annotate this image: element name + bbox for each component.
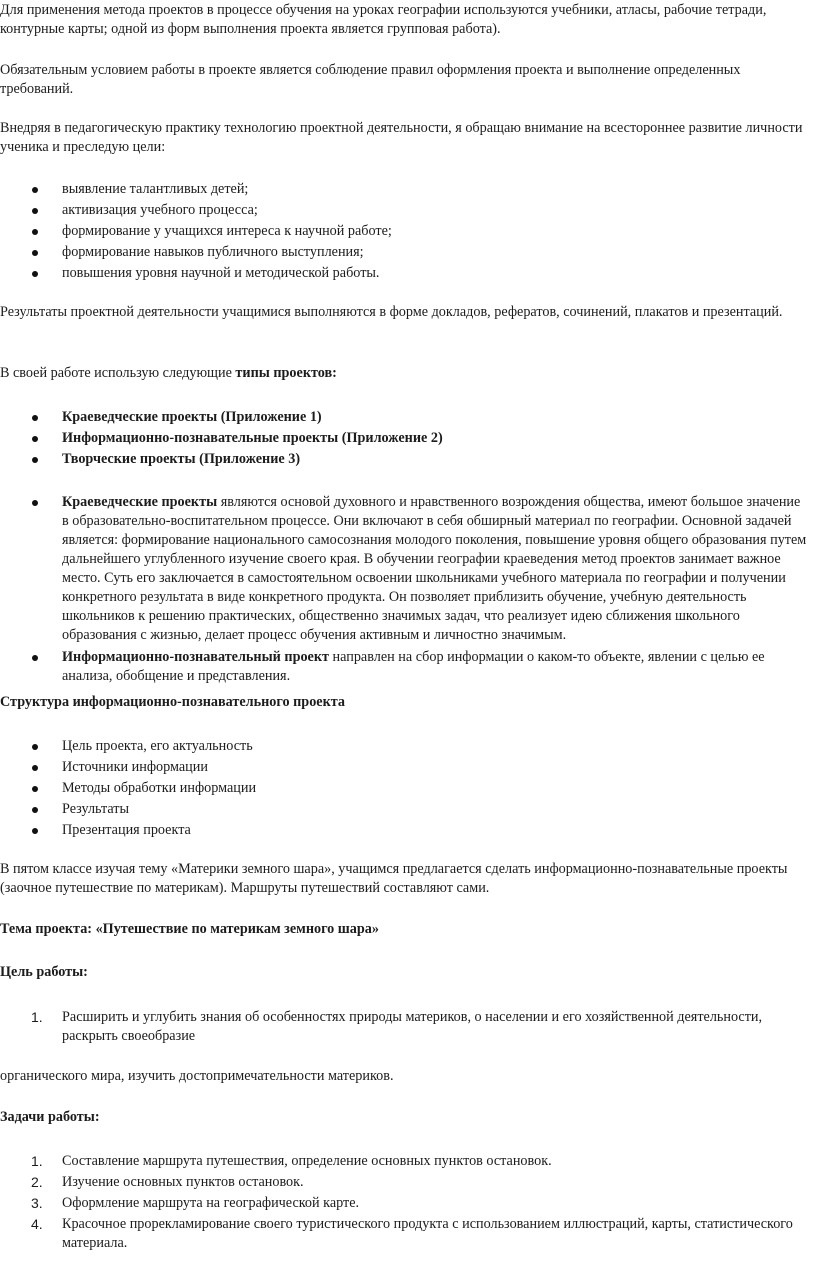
list-item-text: формирование навыков публичного выступления; (62, 244, 364, 260)
list-item-text: Изучение основных пунктов остановок. (62, 1174, 304, 1190)
intro-paragraph-3: Внедряя в педагогическую практику технологию проектной деятельности, я обращаю внимание на всестороннее развитие личности ученика и преследую цели: (0, 120, 803, 155)
list-item-text: Составление маршрута путешествия, определение основных пунктов остановок. (62, 1153, 552, 1169)
bullet-icon (32, 786, 38, 792)
bullet-icon (32, 457, 38, 463)
goals-list (0, 180, 810, 285)
project-theme: Тема проекта: «Путешествие по материкам земного шара» (0, 921, 379, 937)
list-item (0, 264, 810, 285)
list-item (0, 450, 810, 471)
list-item (0, 493, 810, 645)
bullet-icon (32, 436, 38, 442)
bullet-icon (32, 655, 38, 661)
list-item-text: повышения уровня научной и методической работы. (62, 265, 380, 281)
list-item (0, 201, 810, 222)
list-item-text: Методы обработки информации (62, 780, 257, 796)
project-descriptions-list (0, 493, 810, 686)
list-item (0, 222, 810, 243)
bullet-icon (32, 828, 38, 834)
list-item-text: Источники информации (62, 759, 208, 775)
bullet-icon (32, 765, 38, 771)
list-item (0, 429, 810, 450)
structure-heading: Структура информационно-познавательного проекта (0, 694, 346, 710)
description-text: направлен на сбор информации о каком-то объекте, явлении с целью ее анализа, обобщение и представления. (62, 649, 765, 684)
list-item-text: Оформление маршрута на географической карте. (62, 1195, 360, 1211)
types-intro-text: В своей работе использую следующие (0, 365, 236, 381)
list-item (0, 180, 810, 201)
bullet-icon (32, 500, 38, 506)
intro-paragraph-1: Для применения метода проектов в процессе обучения на уроках географии используются учебники, атласы, рабочие тетради, контурные карты; одной из форм выполнения проекта является групповая работа). (0, 2, 767, 37)
list-item-text: Творческие проекты (Приложение 3) (62, 451, 301, 467)
types-intro-paragraph (0, 364, 808, 383)
list-item (0, 1194, 810, 1215)
bullet-icon (32, 807, 38, 813)
list-item (0, 1152, 810, 1173)
list-item-text: Результаты (62, 801, 129, 817)
list-number: 1. (31, 1153, 43, 1169)
list-number: 4. (31, 1216, 43, 1232)
list-item (0, 779, 810, 800)
bullet-icon (32, 744, 38, 750)
list-number: 2. (31, 1174, 43, 1190)
list-item (0, 1215, 810, 1253)
list-item (0, 408, 810, 429)
tasks-heading: Задачи работы: (0, 1109, 100, 1125)
tasks-list (0, 1152, 810, 1253)
list-item (0, 1173, 810, 1194)
description-term: Информационно-познавательный проект (62, 649, 329, 665)
list-item (0, 648, 810, 686)
list-item-text: формирование у учащихся интереса к научной работе; (62, 223, 392, 239)
list-item (0, 737, 810, 758)
list-item-text: Красочное прорекламирование своего туристического продукта с использованием иллюстраций, карты, статистического материала. (62, 1216, 793, 1251)
bullet-icon (32, 229, 38, 235)
goal-list (0, 1008, 810, 1046)
description-text: являются основой духовного и нравственного возрождения общества, имеют большое значение в образовательно-воспитательном процессе. Они включают в себя обширный материал по географии. Основной задачей является: формирование национального самосознания молодого поколения, повышение уровня общего образования путем дальнейшего углубленного изучение своего края. В обучении географии краеведения метод проектов занимает важное место. Суть его заключается в самостоятельном освоении школьниками учебного материала по географии и получении конкретного результата в виде конкретного продукта. Он позволяет приблизить обучение, учебную деятельность школьников к решению практических, общественно значимых задач, что реализует идею сближения школьного образования с жизнью, делает процесс обучения активным и личностно значимым. (62, 494, 807, 643)
intro-paragraph-2: Обязательным условием работы в проекте является соблюдение правил оформления проекта и выполнение определенных требований. (0, 62, 741, 97)
description-term: Краеведческие проекты (62, 494, 218, 510)
bullet-icon (32, 271, 38, 277)
bullet-icon (32, 208, 38, 214)
list-item (0, 1008, 810, 1046)
list-item-text: Информационно-познавательные проекты (Приложение 2) (62, 430, 443, 446)
results-paragraph: Результаты проектной деятельности учащимися выполняются в форме докладов, рефератов, сочинений, плакатов и презентаций. (0, 304, 783, 320)
list-number: 3. (31, 1195, 43, 1211)
list-number: 1. (31, 1009, 43, 1025)
list-item-text: Презентация проекта (62, 822, 191, 838)
goal-continuation: органического мира, изучить достопримечательности материков. (0, 1068, 394, 1084)
bullet-icon (32, 415, 38, 421)
bullet-icon (32, 187, 38, 193)
fifth-grade-paragraph: В пятом классе изучая тему «Материки земного шара», учащимся предлагается сделать информационно-познавательные проекты (заочное путешествие по материкам). Маршруты путешествий составляют сами. (0, 861, 788, 896)
project-types-list (0, 408, 810, 471)
list-item-text: активизация учебного процесса; (62, 202, 258, 218)
structure-list (0, 737, 810, 842)
list-item (0, 800, 810, 821)
goal-heading: Цель работы: (0, 964, 88, 980)
list-item-text: Цель проекта, его актуальность (62, 738, 253, 754)
list-item (0, 821, 810, 842)
list-item-text: Расширить и углубить знания об особенностях природы материков, о населении и его хозяйственной деятельности, раскрыть своеобразие (62, 1009, 763, 1044)
list-item-text: Краеведческие проекты (Приложение 1) (62, 409, 322, 425)
types-intro-bold: типы проектов: (235, 365, 337, 381)
list-item-text: выявление талантливых детей; (62, 181, 249, 197)
list-item (0, 243, 810, 264)
list-item (0, 758, 810, 779)
bullet-icon (32, 250, 38, 256)
